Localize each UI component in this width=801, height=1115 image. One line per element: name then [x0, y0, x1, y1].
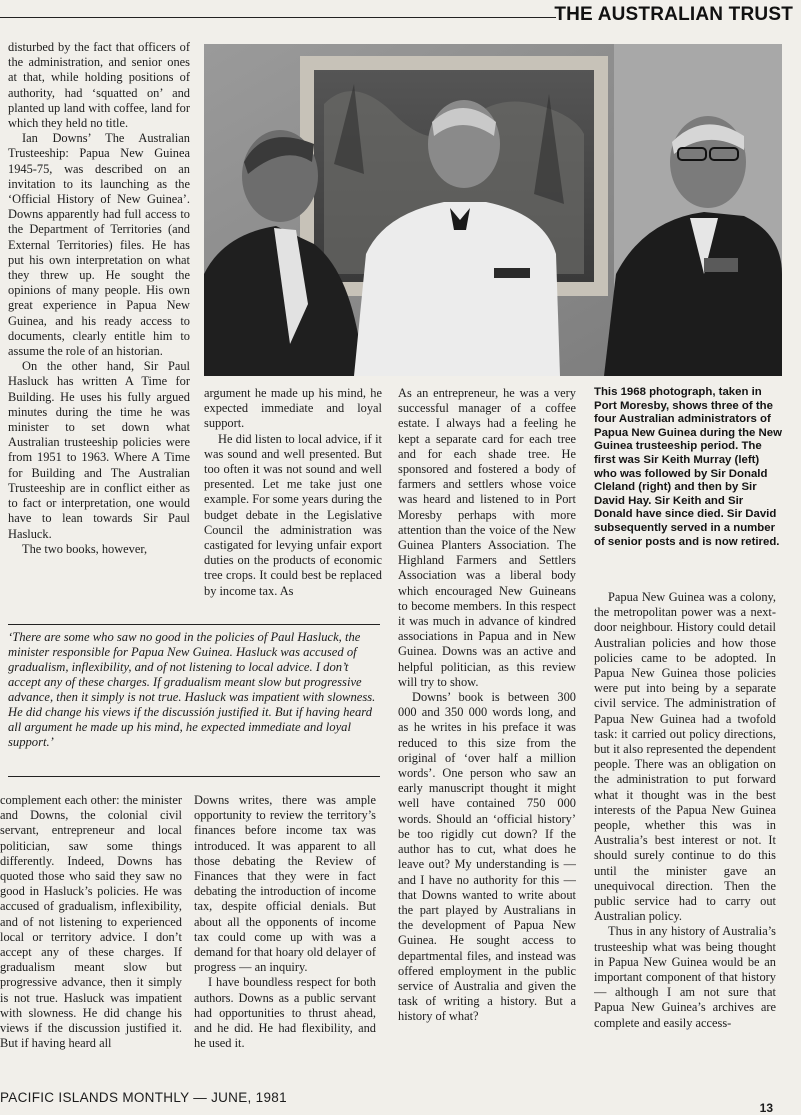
paragraph: Thus in any history of Australia’s trusteeship what was being thought in Papua New Guinea would be an important component of that history — although I am not sure that Papua New Guinea’s archives are complete and easily access-: [594, 924, 776, 1030]
paragraph: On the other hand, Sir Paul Hasluck has written A Time for Building. He uses his fully argued minutes during the time he was minister to set down what Australian trusteeship policies were from 1951 to 1963. Where A Time for Building and The Australian Trusteeship are in conflict either as to fact or interpretation, one would have to lean towards Sir Paul Hasluck.: [8, 359, 190, 541]
paragraph: He did listen to local advice, if it was sound and well presented. But too often it was not sound and well presented. Let me take just one example. For some years during the budget debate in the Legislative Council the administration was castigated for levying unfair export duties on the products of economic tree crops. It could best be replaced by income tax. As: [204, 431, 382, 598]
photo-caption: This 1968 photograph, taken in Port Moresby, shows three of the four Australian administrators of Papua New Guinea during the New Guinea trusteeship period. The first was Sir Keith Murray (left) who was followed by Sir Donald Cleland (right) and then by Sir David Hay. Sir Keith and Sir Donald have since died. Sir David subsequently served in a number of senior posts and is now retired.: [594, 386, 782, 548]
section-title: THE AUSTRALIAN TRUST: [554, 4, 793, 25]
column-3: [398, 386, 576, 1086]
paragraph: Ian Downs’ The Australian Trusteeship: Papua New Guinea 1945-75, was described on an invitation to its launching as the ‘Official History of New Guinea’. Downs apparently had full access to the Department of Territories (and External Territories) files. He has put his own interpretation on what they threw up. He sought the opinions of many people. His own great experience in Papua New Guinea, and his ready access to documents, clearly entitle him to assume the role of an historian.: [8, 131, 190, 359]
column-2-bottom: [194, 793, 376, 1083]
paragraph: argument he made up his mind, he expected immediate and loyal support.: [204, 386, 382, 431]
pullquote-rule-top: [8, 624, 380, 625]
pull-quote: ‘There are some who saw no good in the policies of Paul Hasluck, the minister responsible for Papua New Guinea. Hasluck was accused of gradualism, inflexibility, and of not listening to local advice. I don’t accept any of these charges. If gradualism meant slow but progressive advance, then it simply is not true. Hasluck was impatient with slowness. He did change his views if the discussión justified it. But if having heard all argument he made up his mind, he expected immediate and loyal support.’: [8, 630, 376, 749]
photograph: [204, 44, 782, 376]
paragraph: complement each other: the minister and Downs, the colonial civil servant, entrepreneur and local politician, saw some things differently. Indeed, Downs has quoted those who said they saw no good in Hasluck’s policies. He was accused of gradualism, inflexibility, and of not listening to experienced local or territory advice. I don’t accept any of these charges. If gradualism meant slow but progressive advance, then it simply is not true. Hasluck was impatient with slowness. He did change his views if the discussion justified it. But if having heard all: [0, 793, 182, 1051]
page-number: 13: [759, 1101, 773, 1115]
column-1-top: [8, 40, 190, 612]
paragraph: The two books, however,: [22, 541, 148, 556]
header-rule: [0, 17, 556, 18]
footer-publication: PACIFIC ISLANDS MONTHLY — JUNE, 1981: [0, 1090, 287, 1105]
column-2-top: [204, 386, 382, 614]
paragraph: As an entrepreneur, he was a very successful manager of a coffee estate. I always had a feeling he kept a separate card for each tree and for each shade tree. He sponsored and fostered a body of farmers and settlers whose voice was heard and listened to in Port Moresby perhaps with more attention than the voice of the New Guinea Planters Association. The Highland Farmers and Settlers Association was a liberal body which encouraged New Guineans to become members. In this respect it was much in advance of kindred associations in Papua and in New Guinea. Downs was an active and helpful politician, as this review will try to show.: [398, 386, 576, 689]
column-4: [594, 590, 776, 1086]
column-1-bottom: [0, 793, 182, 1083]
paragraph: I have boundless respect for both authors. Downs as a public servant had opportunities to thrust ahead, and he did. He had flexibility, and he used it.: [194, 975, 376, 1051]
paragraph: Downs writes, there was ample opportunity to review the territory’s finances before income tax was introduced. It was apparent to all those debating the Review of Finances that they were in fact debating the introduction of income tax, despite official denials. But about all the opponents of income tax could come up with was a demand for that hoary old delayer of progress — an inquiry.: [194, 793, 376, 975]
pullquote-rule-bottom: [8, 776, 380, 777]
paragraph: disturbed by the fact that officers of the administration, and senior ones at that, while holding positions of authority, had ‘squatted on’ and planted up land with coffee, land for which they held no title.: [8, 40, 190, 131]
photograph-of-three-administrators: [204, 44, 782, 376]
paragraph: Papua New Guinea was a colony, the metropolitan power was a next-door neighbour. History could detail Australian policies and how those policies came to be adopted. In Papua New Guinea those policies were put into being by a separate civil service. The administration of Papua New Guinea had a twofold task: it carried out policy directions, but it also represented the dependent people. There was an obligation on the administration to put forward what it thought was in the best interests of the Papua New Guinea people, whether this was in Australia’s best interest or not. It should surely continue to do this until the minister gave an unequivocal direction. Then the public service had to carry out Australian policy.: [594, 590, 776, 924]
paragraph: Downs’ book is between 300 000 and 350 000 words long, and as he writes in his preface it was reduced to this size from the original of ‘over half a million words’. One person who saw an early manuscript thought it might well have contained 750 000 words. Should an ‘official history’ be too rigidly cut down? If the author has to cut, what does he leave out? My understanding is — and I have no authority for this — that Downs wanted to write about the part played by Australians in the development of Papua New Guinea. He sought access to departmental files, and instead was offered employment in the public service of Australia and given the task of writing a history. But a history of what?: [398, 690, 576, 1024]
